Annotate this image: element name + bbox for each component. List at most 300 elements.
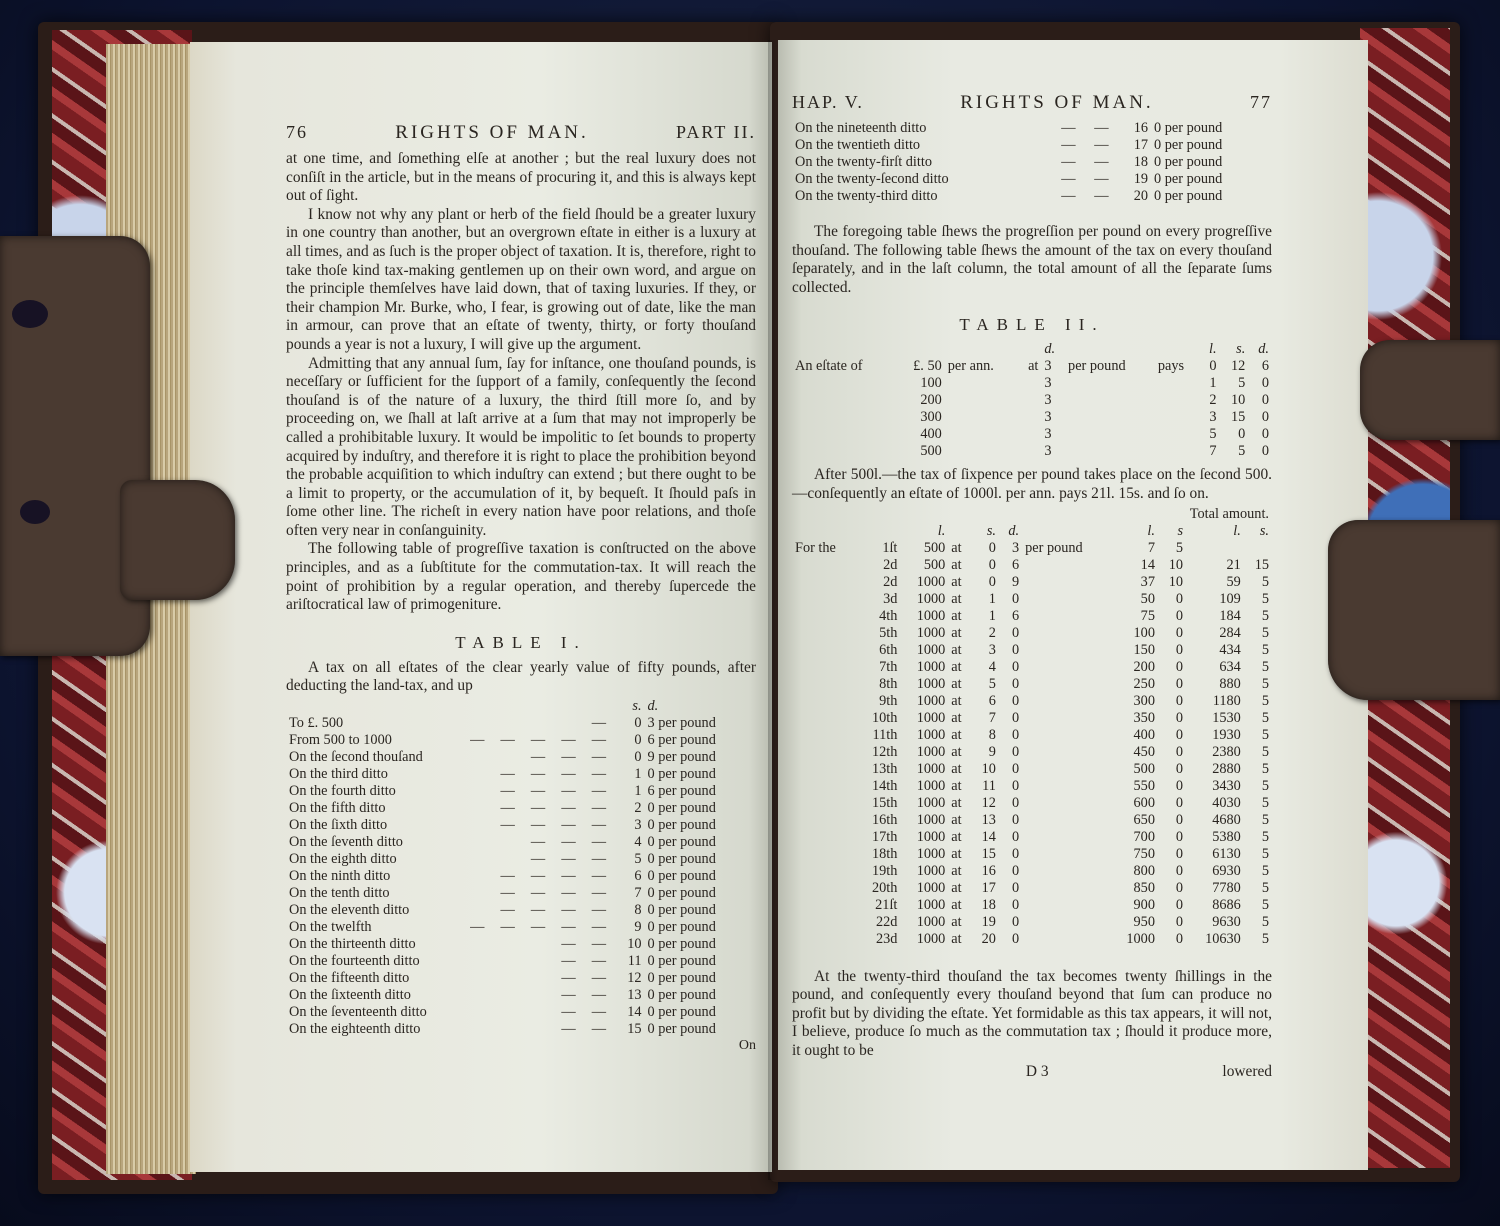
shillings-cell: 10: [627, 936, 642, 953]
leader-dash: —: [500, 817, 515, 834]
pence-cell: [645, 919, 756, 936]
row-label: On the eighteenth ditto: [289, 1021, 421, 1038]
at-label: at: [951, 896, 962, 913]
amount-cell: 1000: [916, 726, 946, 743]
leader-dash: [553, 715, 583, 732]
tax-shillings-cell: 0: [1175, 641, 1184, 658]
leader-dash: —: [561, 987, 576, 1004]
per-pound-label: [1022, 557, 1110, 574]
total-pounds-cell: 6130: [1212, 845, 1241, 862]
pence-value: 0: [647, 817, 655, 834]
per-pound-label: [1022, 710, 1110, 727]
paragraph: The following table of progreſſive taxation is conſtructed on the above principles, and as a ſubſtitute for the commutation-tax. It will reach the point of prohibition by a regular operation, and thereby ſupercede the ariſtocratical law of primogeniture.: [286, 540, 756, 614]
leader-dash: [523, 953, 553, 970]
unit-label: per pound: [1164, 171, 1223, 187]
unit-label: per pound: [1164, 154, 1223, 170]
pence-cell: [645, 1021, 756, 1038]
leader-dash: —: [1061, 188, 1076, 204]
unit-label: per pound: [658, 766, 716, 783]
col-l-heading: l.: [1209, 341, 1217, 358]
total-shillings-cell: 5: [1261, 930, 1269, 947]
pence-value: 0: [647, 885, 655, 902]
row-label: On the eleventh ditto: [289, 902, 410, 919]
amount-cell: 1000: [916, 777, 946, 794]
right-page-number: 77: [1250, 92, 1272, 112]
table-row: [792, 426, 1272, 443]
table-row: [792, 557, 1272, 574]
lead-text: [792, 443, 896, 460]
leader-dash: —: [591, 766, 607, 783]
row-label: On the fourth ditto: [289, 783, 396, 800]
table-row: [792, 375, 1272, 392]
total-shillings-cell: 5: [1261, 590, 1269, 607]
pence-value: 6: [647, 783, 655, 800]
shillings-rate-cell: 2: [988, 624, 996, 641]
leader-dash: —: [530, 851, 546, 868]
per-ann-label: per ann.: [947, 358, 994, 375]
leader-dash: [462, 834, 492, 851]
unit-label: per pound: [658, 987, 716, 1004]
table-1-title: TABLE I.: [455, 632, 587, 652]
pence-rate-cell: 0: [1011, 777, 1020, 794]
pence-rate-cell: 0: [1011, 913, 1020, 930]
leader-dash: [462, 749, 492, 766]
pence-rate-cell: 0: [1011, 658, 1020, 675]
amount-cell: 500: [923, 556, 946, 573]
shillings-cell: 9: [634, 919, 642, 936]
rate-cell: 3: [1044, 375, 1052, 392]
leader-dash: —: [561, 1004, 576, 1021]
at-label: at: [951, 777, 962, 794]
for-the-label: [792, 931, 857, 948]
leader-dash: —: [530, 766, 546, 783]
col-l3-heading: l.: [1233, 522, 1241, 539]
pence-cell: [1151, 154, 1272, 171]
at-label: at: [951, 539, 962, 556]
tax-shillings-cell: 0: [1175, 896, 1184, 913]
at-label: at: [1028, 358, 1039, 375]
pence-cell: [645, 834, 756, 851]
at-label: at: [951, 641, 962, 658]
leader-dash: —: [530, 783, 546, 800]
shillings-rate-cell: 9: [988, 743, 996, 760]
for-the-label: [792, 846, 857, 863]
amount-cell: 1000: [916, 930, 946, 947]
tax-pounds-cell: 250: [1133, 675, 1155, 692]
leader-dash: —: [561, 749, 576, 766]
table-row: [792, 659, 1272, 676]
leader-dash: —: [591, 715, 607, 732]
amount-cell: 1000: [916, 896, 946, 913]
left-page: [190, 42, 772, 1172]
leader-dash: —: [591, 1021, 607, 1038]
pence-rate-cell: 0: [1011, 896, 1020, 913]
estate-value: 100: [920, 375, 942, 392]
chapter-label: HAP. V.: [792, 92, 864, 112]
leader-dash: [492, 970, 522, 987]
table-row: [792, 358, 1272, 375]
leader-dash: [462, 783, 492, 800]
total-shillings-cell: 5: [1261, 709, 1269, 726]
pence-value: 0: [1154, 137, 1162, 153]
table-row: [792, 693, 1272, 710]
leader-dash: —: [530, 902, 546, 919]
shillings-rate-cell: 14: [981, 828, 996, 845]
pence-rate-cell: 0: [1011, 811, 1020, 828]
shillings-cell: 8: [634, 902, 642, 919]
table-row: [286, 1004, 756, 1021]
shillings-cell: 12: [627, 970, 642, 987]
leader-dash: [492, 715, 522, 732]
row-label: On the eighth ditto: [289, 851, 397, 868]
estate-value: 200: [920, 392, 942, 409]
table-row: [286, 749, 756, 766]
table-row: [792, 880, 1272, 897]
leader-dash: —: [530, 732, 546, 749]
amount-cell: 1000: [916, 743, 946, 760]
leader-dash: [462, 970, 492, 987]
at-label: at: [951, 590, 962, 607]
per-pound-label: [1022, 642, 1110, 659]
leader-dash: [523, 987, 553, 1004]
unit-label: per pound: [658, 885, 716, 902]
unit-label: per pound: [1164, 188, 1223, 204]
pence-cell: 0: [1261, 392, 1269, 409]
per-pound-label: [1022, 931, 1110, 948]
table-row: [792, 744, 1272, 761]
total-shillings-cell: 5: [1261, 692, 1269, 709]
pence-rate-cell: 0: [1011, 828, 1020, 845]
row-label: On the ſixteenth ditto: [289, 987, 411, 1004]
total-pounds-cell: 4030: [1212, 794, 1241, 811]
leader-dash: —: [591, 834, 607, 851]
leader-dash: [523, 936, 553, 953]
row-label: On the twentieth ditto: [795, 137, 921, 153]
leader-dash: —: [500, 800, 515, 817]
total-shillings-cell: 5: [1261, 777, 1269, 794]
total-shillings-cell: 15: [1254, 556, 1269, 573]
for-the-label: For the: [795, 539, 836, 556]
at-label: at: [951, 658, 962, 675]
tax-shillings-cell: 0: [1175, 930, 1184, 947]
tax-pounds-cell: 800: [1133, 862, 1155, 879]
leader-dash: —: [561, 936, 576, 953]
table-1-caption: A tax on all eſtates of the clear yearly value of fifty pounds, after deducting the land-tax, and up: [286, 658, 756, 695]
per-pound-label: [1022, 829, 1110, 846]
leader-dash: —: [1061, 171, 1076, 187]
pound-sign: £.: [913, 358, 924, 375]
col-l2-heading: l.: [1147, 522, 1155, 539]
pounds-cell: 0: [1209, 358, 1217, 375]
total-shillings-cell: 5: [1261, 743, 1269, 760]
leader-dash: —: [561, 800, 576, 817]
pence-cell: [645, 715, 756, 732]
ordinal-cell: 7th: [879, 658, 898, 675]
col-d-heading: d.: [1008, 522, 1020, 539]
pence-value: 0: [647, 851, 655, 868]
col-s-heading: s.: [986, 522, 996, 539]
table-row: [792, 392, 1272, 409]
unit-label: per pound: [658, 1021, 716, 1038]
tax-pounds-cell: 600: [1133, 794, 1155, 811]
shillings-cell: 18: [1133, 154, 1148, 170]
table-row: [792, 761, 1272, 778]
tax-shillings-cell: 0: [1175, 879, 1184, 896]
tax-pounds-cell: 700: [1133, 828, 1155, 845]
leader-dash: —: [561, 783, 576, 800]
right-prose-3: At the twenty-third thouſand the tax becomes twenty ſhillings in the pound, and conſequently every thouſand beyond that ſum can produce no profit but by dividing the eſtate. Yet formidable as this tax appears, it will not, I believe, produce ſo much as the commutation tax ; ſhould it produce more, it ought to be: [792, 967, 1272, 1059]
unit-label: per pound: [658, 834, 716, 851]
at-label: at: [951, 624, 962, 641]
table-row: [792, 812, 1272, 829]
total-pounds-cell: 5380: [1212, 828, 1241, 845]
amount-cell: 1000: [916, 709, 946, 726]
at-label: at: [951, 709, 962, 726]
lead-text: [792, 426, 896, 443]
shillings-cell: 6: [634, 868, 642, 885]
table-row: [792, 914, 1272, 931]
leader-dash: —: [530, 919, 546, 936]
pence-cell: [645, 766, 756, 783]
row-label: On the twenty-third ditto: [795, 188, 938, 204]
per-pound-label: [1022, 574, 1110, 591]
at-label: at: [951, 862, 962, 879]
table-row: [792, 540, 1272, 557]
pence-rate-cell: 0: [1011, 641, 1020, 658]
col-l-heading: l.: [937, 522, 946, 539]
table-row: [792, 409, 1272, 426]
shillings-cell: 7: [634, 885, 642, 902]
shillings-rate-cell: 8: [988, 726, 996, 743]
leader-dash: —: [591, 885, 607, 902]
unit-label: per pound: [658, 817, 716, 834]
right-page-header: [792, 92, 1272, 114]
leader-dash: —: [530, 817, 546, 834]
leader-dash: —: [561, 919, 576, 936]
per-pound-label: [1065, 392, 1155, 409]
row-label: On the fifth ditto: [289, 800, 386, 817]
col-d2-heading: d.: [1258, 341, 1269, 358]
pence-cell: [1151, 171, 1272, 188]
pays-label: [1155, 375, 1201, 392]
clasp-rivet-hole: [12, 300, 48, 328]
leader-dash: —: [591, 868, 607, 885]
table-row: [792, 642, 1272, 659]
per-ann-label: [945, 426, 1019, 443]
shillings-rate-cell: 1: [988, 590, 996, 607]
leader-dash: —: [561, 953, 576, 970]
amount-cell: 1000: [916, 658, 946, 675]
tax-shillings-cell: 0: [1175, 862, 1184, 879]
total-pounds-cell: 8686: [1212, 896, 1241, 913]
at-label: [1018, 392, 1041, 409]
ordinal-cell: 1ſt: [882, 539, 898, 556]
leader-dash: —: [1061, 120, 1076, 136]
ordinal-cell: 18th: [871, 845, 898, 862]
at-label: [1018, 409, 1041, 426]
shillings-rate-cell: 13: [981, 811, 996, 828]
for-the-label: [792, 727, 857, 744]
pence-value: 0: [1154, 171, 1162, 187]
leader-dash: —: [561, 1021, 576, 1038]
unit-label: per pound: [658, 1004, 716, 1021]
unit-label: per pound: [1164, 137, 1223, 153]
pence-value: 0: [647, 970, 655, 987]
row-label: On the ſixth ditto: [289, 817, 388, 834]
right-clasp-tongue: [1328, 520, 1500, 700]
leader-dash: [462, 715, 492, 732]
shillings-cell: 13: [627, 987, 642, 1004]
total-shillings-cell: 5: [1261, 811, 1269, 828]
ordinal-cell: 20th: [871, 879, 898, 896]
leader-dash: —: [500, 766, 515, 783]
pence-cell: [645, 885, 756, 902]
unit-label: per pound: [658, 919, 716, 936]
total-pounds-cell: 109: [1219, 590, 1241, 607]
shillings-rate-cell: 10: [981, 760, 996, 777]
shillings-rate-cell: 4: [988, 658, 996, 675]
estate-cell: [896, 375, 945, 392]
table-row: [286, 800, 756, 817]
total-pounds-cell: 7780: [1212, 879, 1241, 896]
table-row: [792, 846, 1272, 863]
leader-dash: [492, 749, 522, 766]
leader-dash: —: [591, 936, 607, 953]
tax-pounds-cell: 50: [1140, 590, 1155, 607]
pence-cell: [645, 1004, 756, 1021]
shillings-cell: 11: [627, 953, 642, 970]
table-row: [286, 732, 756, 749]
per-ann-label: [945, 409, 1019, 426]
lead-text: [792, 409, 896, 426]
table-header-row: [286, 698, 756, 715]
shillings-cell: 16: [1133, 120, 1148, 136]
shillings-rate-cell: 0: [988, 556, 996, 573]
tax-shillings-cell: 0: [1175, 590, 1184, 607]
total-shillings-cell: 5: [1261, 675, 1269, 692]
table-row: [792, 171, 1272, 188]
table-row: [792, 154, 1272, 171]
leader-dash: —: [470, 732, 485, 749]
col-s-heading: s.: [632, 698, 642, 715]
pence-rate-cell: 0: [1011, 794, 1020, 811]
per-pound-label: per pound: [1068, 358, 1126, 375]
amount-cell: 1000: [916, 641, 946, 658]
total-pounds-cell: 1180: [1212, 692, 1241, 709]
for-the-label: [792, 761, 857, 778]
pence-value: 6: [647, 732, 655, 749]
leader-dash: —: [591, 800, 607, 817]
for-the-label: [792, 897, 857, 914]
shillings-cell: 10: [1230, 392, 1246, 409]
per-pound-label: [1065, 375, 1155, 392]
amount-cell: 1000: [916, 828, 946, 845]
table-2: [792, 341, 1272, 460]
leader-dash: [462, 936, 492, 953]
table-row: [792, 608, 1272, 625]
per-pound-label: [1065, 426, 1155, 443]
table-row: [792, 931, 1272, 948]
ordinal-cell: 12th: [871, 743, 898, 760]
amount-cell: 500: [923, 539, 946, 556]
shillings-cell: 19: [1133, 171, 1148, 187]
at-label: at: [951, 828, 962, 845]
total-pounds-cell: 4680: [1212, 811, 1241, 828]
shillings-cell: 3: [634, 817, 642, 834]
paragraph: I know not why any plant or herb of the field ſhould be a greater luxury in one country than another, but an overgrown eſtate in either is a luxury at all times, and as ſuch is the proper object of taxation. It is, therefore, right to take thoſe kind tax-making gentlemen up on their own word, and argue on the principle themſelves have laid down, that of taxing luxuries. If they, or their champion Mr. Burke, who, I fear, is growing out of date, like the man in armour, can prove that an eſtate of twenty, thirty, or forty thouſand pounds a year is not a luxury, I will give up the argument.: [286, 205, 756, 353]
table-row: [286, 953, 756, 970]
pence-value: 0: [1154, 120, 1162, 136]
ordinal-cell: 19th: [871, 862, 898, 879]
ordinal-cell: 15th: [871, 794, 898, 811]
pence-value: 0: [647, 766, 655, 783]
pence-value: 0: [647, 834, 655, 851]
at-label: at: [951, 913, 962, 930]
row-label: On the thirteenth ditto: [289, 936, 416, 953]
ordinal-cell: 23d: [875, 930, 898, 947]
tax-pounds-cell: 500: [1133, 760, 1155, 777]
pence-value: 0: [647, 1004, 655, 1021]
total-pounds-cell: [1186, 540, 1244, 557]
per-pound-label: [1022, 880, 1110, 897]
pence-value: 0: [647, 800, 655, 817]
leader-dash: [462, 766, 492, 783]
ordinal-cell: 2d: [883, 556, 898, 573]
row-label: On the fourteenth ditto: [289, 953, 420, 970]
shillings-cell: 0: [634, 715, 642, 732]
leader-dash: —: [591, 919, 607, 936]
total-shillings-cell: 5: [1261, 607, 1269, 624]
table-row: [792, 137, 1272, 154]
pence-cell: [645, 851, 756, 868]
leader-dash: —: [561, 970, 576, 987]
leader-dash: —: [561, 885, 576, 902]
leader-dash: [523, 1021, 553, 1038]
per-ann-label: [945, 443, 1019, 460]
leader-dash: —: [1094, 120, 1109, 136]
leader-dash: [462, 851, 492, 868]
leader-dash: —: [1094, 137, 1109, 153]
for-the-label: [792, 591, 857, 608]
leader-dash: —: [561, 868, 576, 885]
unit-label: per pound: [658, 902, 716, 919]
leader-dash: —: [530, 868, 546, 885]
table-row: [286, 715, 756, 732]
at-label: at: [951, 760, 962, 777]
tax-shillings-cell: 0: [1175, 913, 1184, 930]
left-catchword: On: [738, 1038, 756, 1054]
leader-dash: [523, 970, 553, 987]
total-amount-heading: Total amount.: [1189, 505, 1269, 522]
table-row: [286, 919, 756, 936]
pence-value: 0: [647, 919, 655, 936]
per-pound-label: [1022, 914, 1110, 931]
leader-dash: [492, 1004, 522, 1021]
total-pounds-cell: 3430: [1212, 777, 1241, 794]
pence-rate-cell: 9: [1011, 573, 1020, 590]
table-row: [792, 778, 1272, 795]
per-pound-label: [1022, 744, 1110, 761]
per-pound-label: [1022, 761, 1110, 778]
amount-cell: 1000: [916, 607, 946, 624]
leader-dash: —: [561, 834, 576, 851]
ordinal-cell: 10th: [871, 709, 898, 726]
total-shillings-cell: 5: [1261, 828, 1269, 845]
ordinal-cell: 5th: [879, 624, 898, 641]
shillings-cell: 0: [1238, 426, 1246, 443]
for-the-label: [792, 744, 857, 761]
shillings-rate-cell: 18: [981, 896, 996, 913]
